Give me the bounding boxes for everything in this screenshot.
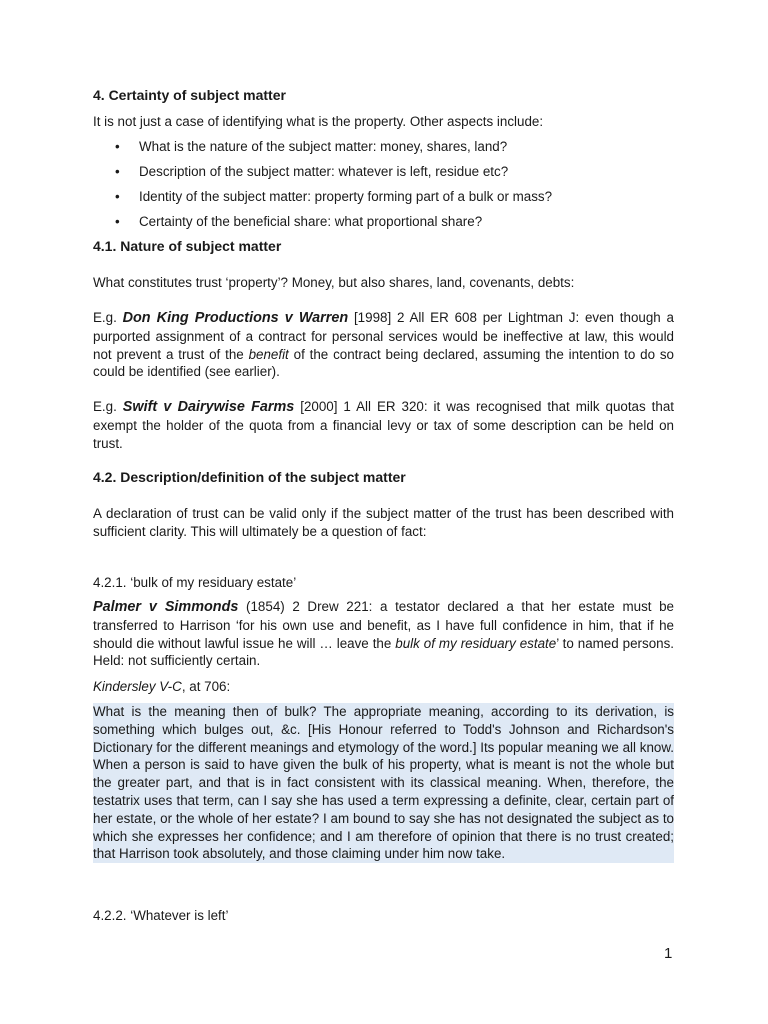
intro-paragraph: It is not just a case of identifying what is the property. Other aspects include: bbox=[93, 114, 544, 129]
section-heading-description: 4.2. Description/definition of the subject matter bbox=[93, 469, 406, 485]
subheading-whatever-left: 4.2.2. ‘Whatever is left’ bbox=[93, 908, 229, 923]
property-paragraph: What constitutes trust ‘property’? Money, but also shares, land, covenants, debts: bbox=[93, 275, 575, 290]
section-heading-certainty: 4. Certainty of subject matter bbox=[93, 87, 286, 103]
case-palmer: Palmer v Simmonds (1854) 2 Drew 221: a testator declared a that her estate must be transferred to Harrison ‘for his own use and benefit, as I have full confidence in him, that if he should die without lawful issue he will … leave the bulk of my residuary estate’ to named persons. Held: not sufficiently certain. bbox=[93, 599, 675, 669]
bullet-icon: • bbox=[115, 214, 120, 229]
case-name: Swift v Dairywise Farms bbox=[122, 399, 295, 415]
declaration-paragraph: A declaration of trust can be valid only if the subject matter of the trust has been described with sufficient clarity. This will ultimately be a question of fact: bbox=[93, 506, 674, 539]
list-item: • Certainty of the beneficial share: what proportional share? bbox=[115, 214, 483, 229]
quoted-judgment: What is the meaning then of bulk? The appropriate meaning, according to its derivation, is something which bulges out, &c. [His Honour referred to Todd's Johnson and Richardson's Dictionary for the different meanings and etymology of the word.] Its popular meaning we all know. When a person is said to have given the bulk of his property, what is meant is not the whole but the greater part, and that is in fact consistent with its classical meaning. When, therefore, the testatrix uses that term, can I say she has used a term expressing a definite, clear, certain part of her estate, or the whole of her estate? I am bound to say she has not designated the subject as to which she expresses her confidence; and I am therefore of opinion that there is no trust created; that Harrison took absolutely, and those claiming under him now take. bbox=[93, 704, 674, 862]
case-name: Don King Productions v Warren bbox=[122, 310, 349, 326]
bullet-icon: • bbox=[115, 189, 120, 204]
bullet-icon: • bbox=[115, 139, 120, 154]
judge-attribution: Kindersley V-C, at 706: bbox=[93, 679, 231, 694]
list-item: • What is the nature of the subject matter: money, shares, land? bbox=[115, 139, 508, 154]
case-name: Palmer v Simmonds bbox=[93, 599, 239, 615]
example-swift: E.g. Swift v Dairywise Farms [2000] 1 All ER 320: it was recognised that milk quotas that exempt the holder of the quota from a financial levy or tax of some description can be held on trust. bbox=[93, 399, 674, 451]
section-heading-nature: 4.1. Nature of subject matter bbox=[93, 238, 282, 254]
page-number: 1 bbox=[664, 945, 673, 962]
example-don-king: E.g. Don King Productions v Warren [1998] 2 All ER 608 per Lightman J: even though a purported assignment of a contract for personal services would be ineffective at law, this would not prevent a trust of the benefit of the contract being declared, assuming the intention to do so could be identified (see earlier). bbox=[93, 310, 674, 380]
bullet-icon: • bbox=[115, 164, 120, 179]
list-item: • Description of the subject matter: whatever is left, residue etc? bbox=[115, 164, 509, 179]
list-item: • Identity of the subject matter: property forming part of a bulk or mass? bbox=[115, 189, 553, 204]
aspects-list bbox=[93, 138, 674, 238]
subheading-bulk: 4.2.1. ‘bulk of my residuary estate’ bbox=[93, 575, 297, 590]
